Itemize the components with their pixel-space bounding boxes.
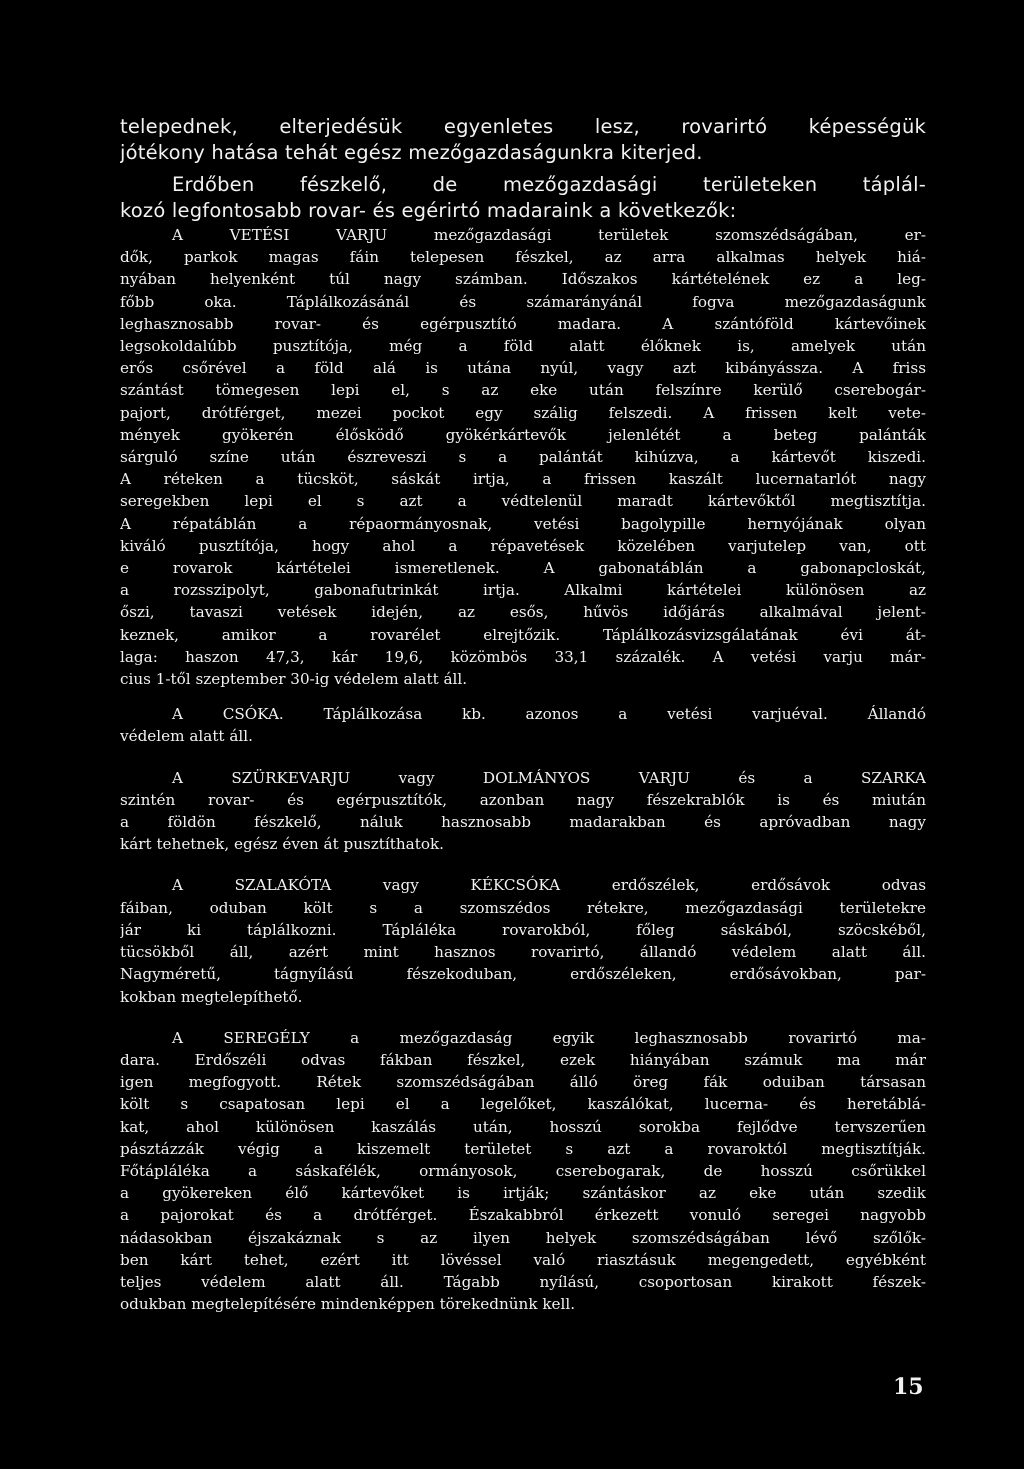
text-line: ben kárt tehet, ezért itt lövéssel való riasztásuk megengedett, egyébként bbox=[120, 1250, 926, 1269]
text-line: őszi, tavaszi vetések idején, az esős, hűvös időjárás alkalmával jelent- bbox=[120, 603, 926, 622]
text-line: költ s csapatosan lepi el a legelőket, kaszálókat, lucerna- és heretáblá- bbox=[120, 1095, 926, 1114]
text-line: dara. Erdőszéli odvas fákban fészkel, ezek hiányában számuk ma már bbox=[120, 1050, 926, 1069]
text-line: a földön fészkelő, náluk hasznosabb madarakban és apróvadban nagy bbox=[120, 813, 926, 832]
text-line: A SZÜRKEVARJU vagy DOLMÁNYOS VARJU és a SZARKA bbox=[172, 768, 926, 787]
text-line: kozó legfontosabb rovar- és egérirtó madaraink a következők: bbox=[120, 199, 737, 222]
text-line: e rovarok kártételei ismeretlenek. A gabonatáblán a gabonapcloskát, bbox=[120, 559, 926, 578]
text-line: tücsökből áll, azért mint hasznos rovarirtó, állandó védelem alatt áll. bbox=[120, 943, 926, 962]
text-line: a gyökereken élő kártevőket is irtják; szántáskor az eke után szedik bbox=[120, 1184, 926, 1203]
text-line: teljes védelem alatt áll. Tágabb nyílású, csoportosan kirakott fészek- bbox=[120, 1272, 926, 1291]
text-line: védelem alatt áll. bbox=[120, 727, 253, 746]
text-line: szántást tömegesen lepi el, s az eke után felszínre kerülő cserebogár- bbox=[120, 381, 926, 400]
text-line: laga: haszon 47,3, kár 19,6, közömbös 33,1 százalék. A vetési varju már- bbox=[120, 647, 926, 666]
paragraph bbox=[120, 114, 926, 166]
text-line: fáiban, oduban költ s a szomszédos rétekre, mezőgazdasági területekre bbox=[120, 898, 926, 917]
paragraph bbox=[120, 172, 926, 224]
text-line: pajort, drótférget, mezei pockot egy szálig felszedi. A frissen kelt vete- bbox=[120, 403, 926, 422]
text-line: seregekben lepi el s azt a védtelenül maradt kártevőktől megtisztítja. bbox=[120, 492, 926, 511]
text-line: kárt tehetnek, egész éven át pusztíthatok. bbox=[120, 835, 444, 854]
text-line: kokban megtelepíthető. bbox=[120, 987, 303, 1006]
text-line: A CSÓKA. Táplálkozása kb. azonos a vetési varjuéval. Állandó bbox=[172, 705, 926, 724]
text-line: A réteken a tücsköt, sáskát irtja, a frissen kaszált lucernatarlót nagy bbox=[120, 470, 926, 489]
text-line: jár ki táplálkozni. Tápláléka rovarokból, főleg sáskából, szöcskéből, bbox=[120, 920, 926, 939]
paragraph bbox=[120, 874, 926, 1007]
text-line: leghasznosabb rovar- és egérpusztító madara. A szántóföld kártevőinek bbox=[120, 314, 926, 333]
text-line: A SZALAKÓTA vagy KÉKCSÓKA erdőszélek, erdősávok odvas bbox=[172, 876, 926, 895]
text-line: nádasokban éjszakáznak s az ilyen helyek szomszédságában lévő szőlők- bbox=[120, 1228, 926, 1247]
text-line: odukban megtelepítésére mindenképpen törekednünk kell. bbox=[120, 1295, 576, 1314]
text-line: kiváló pusztítója, hogy ahol a répavetések közelében varjutelep van, ott bbox=[120, 536, 926, 555]
text-line: a pajorokat és a drótférget. Északabbról érkezett vonuló seregei nagyobb bbox=[120, 1206, 926, 1225]
page-number: 15 bbox=[893, 1374, 924, 1400]
text-line: erős csőrével a föld alá is utána nyúl, vagy azt kibányássza. A friss bbox=[120, 359, 926, 378]
text-line: dők, parkok magas fáin telepesen fészkel, az arra alkalmas helyek hiá- bbox=[120, 248, 926, 267]
text-line: Nagyméretű, tágnyílású fészekoduban, erdőszéleken, erdősávokban, par- bbox=[120, 965, 926, 984]
text-line: jótékony hatása tehát egész mezőgazdaságunkra kiterjed. bbox=[120, 141, 703, 164]
text-line: szintén rovar- és egérpusztítók, azonban nagy fészekrablók is és miután bbox=[120, 790, 926, 809]
text-line: A VETÉSI VARJU mezőgazdasági területek szomszédságában, er- bbox=[172, 226, 926, 244]
text-line: legsokoldalúbb pusztítója, még a föld alatt élőknek is, amelyek után bbox=[120, 337, 926, 356]
text-line: igen megfogyott. Rétek szomszédságában álló öreg fák oduiban társasan bbox=[120, 1073, 926, 1092]
text-line: főbb oka. Táplálkozásánál és számarányánál fogva mezőgazdaságunk bbox=[120, 292, 926, 311]
text-line: sárguló színe után észreveszi s a palántát kihúzva, a kártevőt kiszedi. bbox=[120, 448, 926, 467]
paragraph bbox=[120, 1027, 926, 1316]
text-line: keznek, amikor a rovarélet elrejtőzik. Táplálkozásvizsgálatának évi át- bbox=[120, 625, 926, 644]
text-line: a rozsszipolyt, gabonafutrinkát irtja. Alkalmi kártételei különösen az bbox=[120, 581, 926, 600]
text-line: nyában helyenként túl nagy számban. Időszakos kártételének ez a leg- bbox=[120, 270, 926, 289]
text-line: A répatáblán a répaormányosnak, vetési bagolypille hernyójának olyan bbox=[120, 514, 926, 533]
paragraph bbox=[120, 224, 926, 690]
text-line: mények gyökerén élősködő gyökérkártevők jelenlétét a beteg palánták bbox=[120, 425, 926, 444]
text-line: kat, ahol különösen kaszálás után, hosszú sorokba fejlődve tervszerűen bbox=[120, 1117, 926, 1136]
text-line: pásztázzák végig a kiszemelt területet s azt a rovaroktól megtisztítják. bbox=[120, 1139, 926, 1158]
text-line: telepednek, elterjedésük egyenletes lesz, rovarirtó képességük bbox=[120, 115, 926, 138]
paragraph bbox=[120, 767, 926, 856]
text-line: Erdőben fészkelő, de mezőgazdasági területeken táplál- bbox=[172, 173, 926, 196]
paragraph bbox=[120, 703, 926, 747]
text-line: Főtápláléka a sáskafélék, ormányosok, cserebogarak, de hosszú csőrükkel bbox=[120, 1161, 926, 1180]
text-column bbox=[120, 114, 926, 1315]
text-line: A SEREGÉLY a mezőgazdaság egyik leghasznosabb rovarirtó ma- bbox=[172, 1028, 926, 1047]
text-line: cius 1-től szeptember 30-ig védelem alatt áll. bbox=[120, 670, 468, 689]
